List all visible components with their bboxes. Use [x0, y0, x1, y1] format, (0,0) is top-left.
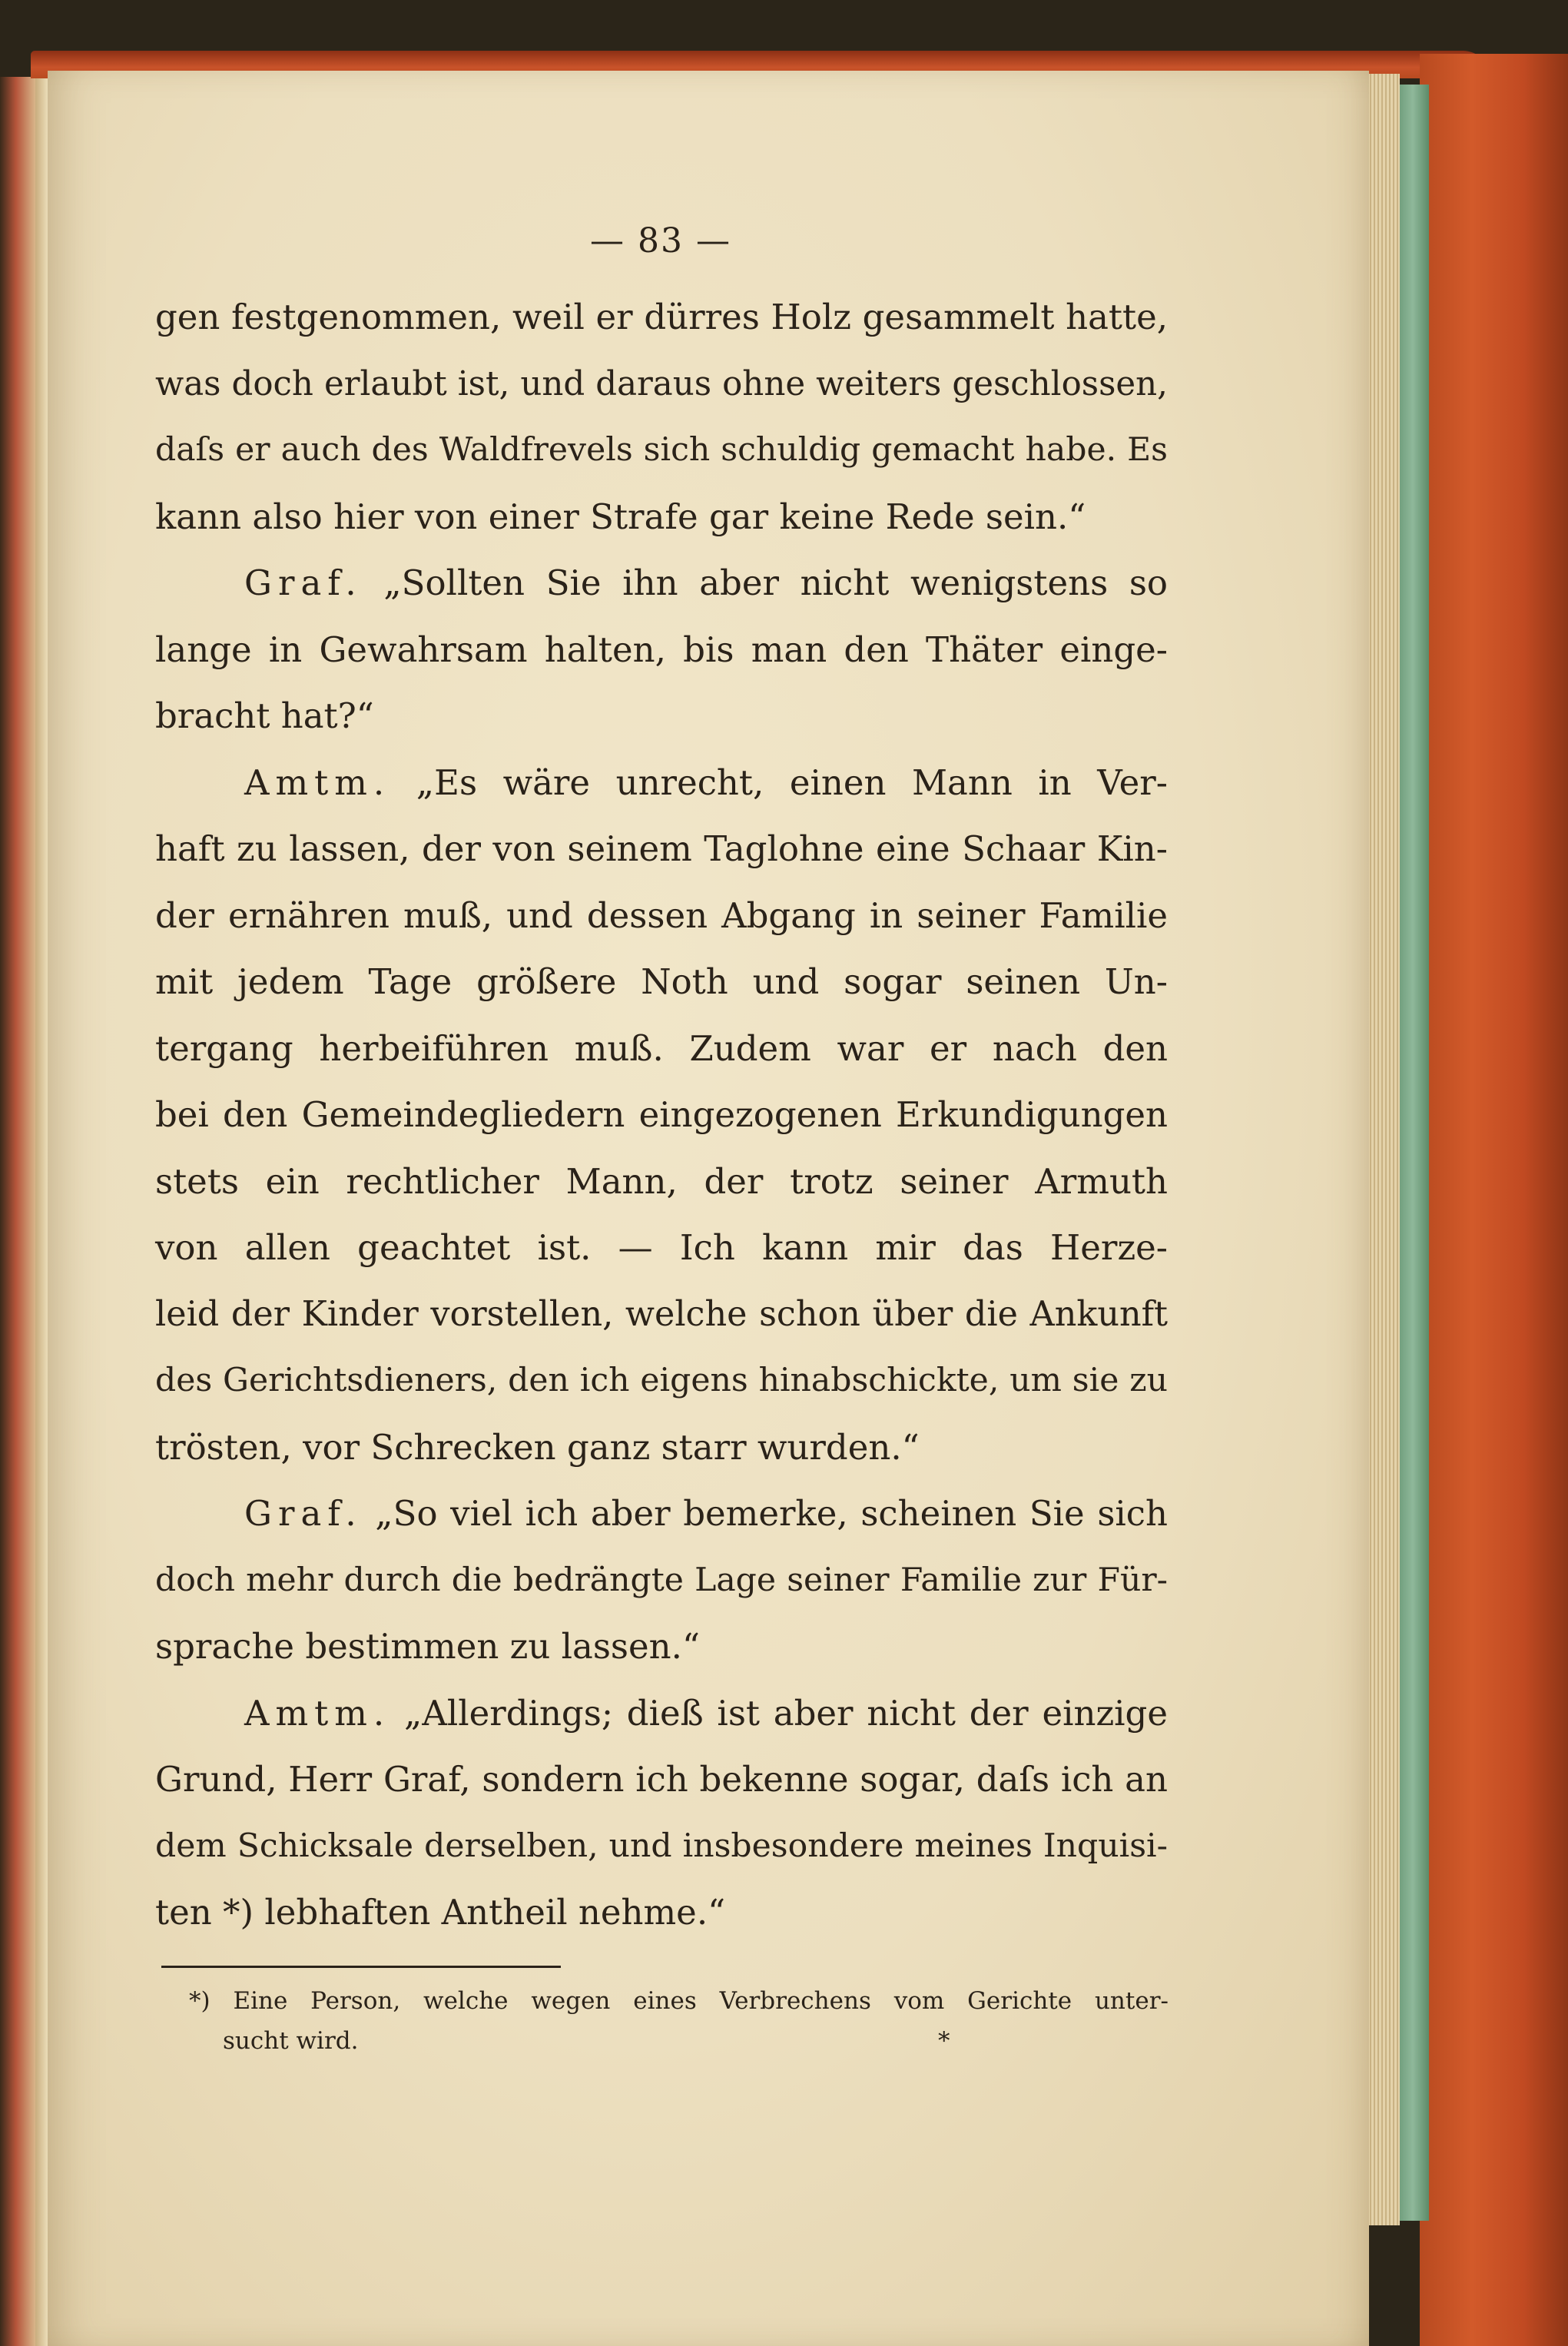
- text-line: [155, 284, 1168, 351]
- line-text: dem Schicksale derselben, und insbesondere meines Inquisi-: [155, 1827, 1168, 1865]
- line-text: daſs er auch des Waldfrevels sich schuldig gemacht habe. Es: [155, 431, 1168, 469]
- line-text: Grund, Herr Graf, sondern ich bekenne sogar, daſs ich an: [155, 1759, 1168, 1800]
- line-text: haft zu lassen, der von seinem Taglohne eine Schaar Kin-: [155, 828, 1168, 869]
- text-line: [155, 1082, 1168, 1149]
- footnote-continuation: sucht wird.: [223, 2027, 359, 2055]
- line-text: trösten, vor Schrecken ganz starr wurden.“: [155, 1426, 920, 1468]
- text-line: [155, 417, 1168, 484]
- text-line: [155, 351, 1168, 418]
- text-line: [155, 1149, 1168, 1216]
- line-text: kann also hier von einer Strafe gar keine Rede sein.“: [155, 496, 1086, 537]
- line-text: „So viel ich aber bemerke, scheinen Sie sich: [375, 1493, 1168, 1534]
- line-text: „Allerdings; dieß ist aber nicht der einzige: [404, 1692, 1168, 1734]
- line-text: lange in Gewahrsam halten, bis man den Thäter einge-: [155, 629, 1168, 670]
- line-text: „Es wäre unrecht, einen Mann in Ver-: [416, 762, 1168, 803]
- cover-left-edge: [0, 77, 35, 2346]
- text-line: [155, 550, 1168, 617]
- speaker-label: Amtm.: [244, 762, 391, 803]
- signature-mark: *: [938, 2027, 950, 2055]
- text-line: [155, 683, 1168, 750]
- text-line: [155, 484, 1168, 551]
- line-text: sprache bestimmen zu lassen.“: [155, 1626, 700, 1667]
- line-text: gen festgenommen, weil er dürres Holz gesammelt hatte,: [155, 297, 1168, 337]
- text-line: [155, 1614, 1168, 1681]
- line-text: mit jedem Tage größere Noth und sogar seinen Un-: [155, 961, 1168, 1002]
- footnote-line: *) Eine Person, welche wegen eines Verbrechens vom Gerichte unter-: [189, 1987, 1169, 2015]
- bookmark-ribbon: [1397, 85, 1429, 2221]
- text-line: [155, 1747, 1168, 1813]
- text-line: [155, 949, 1168, 1016]
- line-text: des Gerichtsdieners, den ich eigens hinabschickte, um sie zu: [155, 1362, 1168, 1399]
- line-text: stets ein rechtlicher Mann, der trotz seiner Armuth: [155, 1160, 1168, 1202]
- speaker-label: Amtm.: [244, 1692, 391, 1734]
- text-line: [155, 1215, 1168, 1282]
- footnote-rule: [161, 1966, 561, 1968]
- page-number: — 83 —: [590, 221, 731, 260]
- line-text: der ernähren muß, und dessen Abgang in seiner Familie: [155, 894, 1168, 936]
- speaker-label: Graf.: [244, 1493, 363, 1534]
- footnotes: [189, 1981, 1169, 2061]
- body-text: [155, 284, 1168, 1946]
- line-text: doch mehr durch die bedrängte Lage seiner Familie zur Für-: [155, 1561, 1168, 1599]
- text-line: [155, 1415, 1168, 1482]
- line-text: ten *) lebhaften Antheil nehme.“: [155, 1892, 726, 1933]
- text-line: [155, 1880, 1168, 1946]
- line-text: „Sollten Sie ihn aber nicht wenigstens so: [383, 562, 1169, 603]
- line-text: bei den Gemeindegliedern eingezogenen Erkundigungen: [155, 1094, 1168, 1135]
- footnote-line: [189, 2021, 1169, 2061]
- cover-right-edge: [1420, 54, 1568, 2346]
- text-line: [155, 1813, 1168, 1880]
- text-line: [155, 1548, 1168, 1614]
- text-line: [155, 1016, 1168, 1083]
- text-line: [155, 750, 1168, 817]
- text-line: [155, 816, 1168, 883]
- text-line: [155, 1481, 1168, 1548]
- line-text: leid der Kinder vorstellen, welche schon über die Ankunft: [155, 1294, 1168, 1334]
- line-text: tergang herbeiführen muß. Zudem war er nach den: [155, 1027, 1168, 1069]
- text-line: [155, 1681, 1168, 1747]
- text-line: [155, 617, 1168, 684]
- text-line: [155, 1348, 1168, 1415]
- line-text: was doch erlaubt ist, und daraus ohne weiters geschlossen,: [155, 364, 1168, 403]
- text-line: [155, 1282, 1168, 1349]
- line-text: von allen geachtet ist. — Ich kann mir das Herze-: [155, 1227, 1168, 1268]
- line-text: bracht hat?“: [155, 695, 374, 736]
- speaker-label: Graf.: [244, 562, 363, 603]
- text-line: [155, 883, 1168, 950]
